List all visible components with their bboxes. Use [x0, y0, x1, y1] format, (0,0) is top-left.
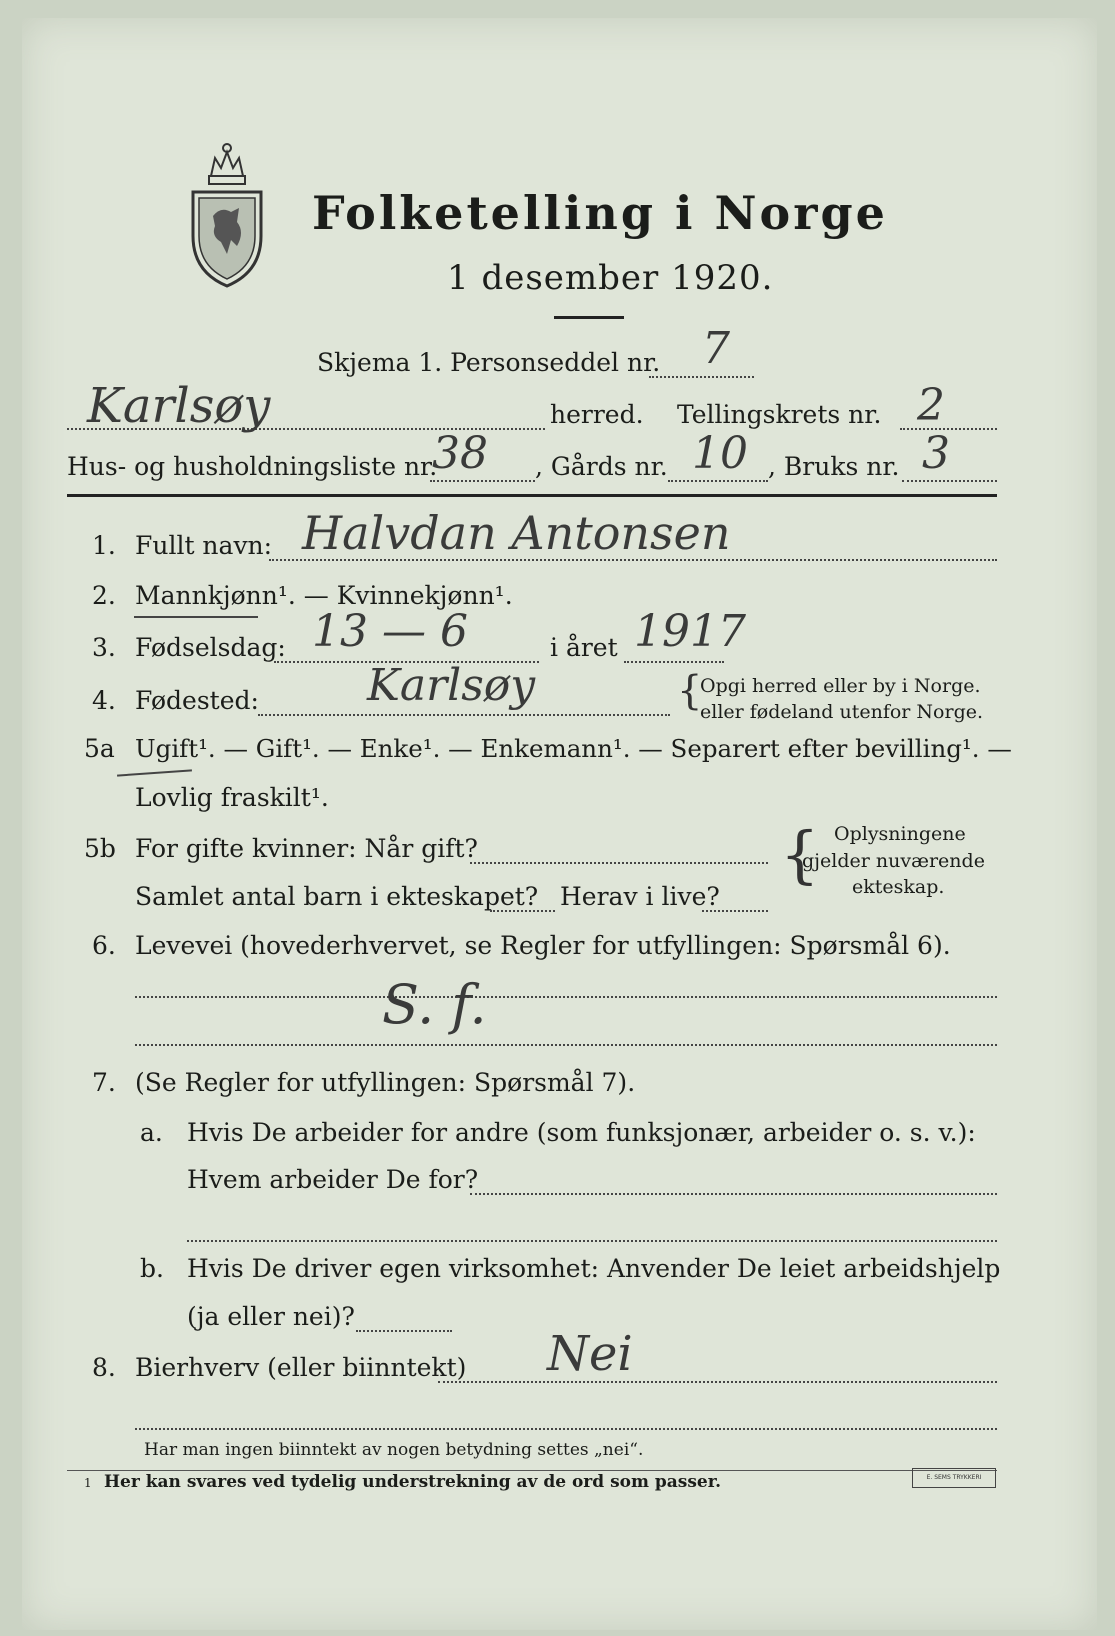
q4-value: Karlsøy [367, 660, 536, 711]
q2-label: Mannkjønn¹. — Kvinnekjønn¹. [135, 581, 513, 610]
q3-year-value: 1917 [634, 606, 746, 657]
q5b-note-line1: Oplysningene [834, 823, 966, 845]
q1-value: Halvdan Antonsen [302, 506, 731, 560]
gards-field-line [668, 480, 768, 482]
q5b-brace: { [780, 818, 820, 891]
q8-label: Bierhverv (eller biinntekt) [135, 1353, 467, 1382]
q2-number: 2. [92, 581, 116, 610]
q6-value: S. f. [382, 973, 487, 1036]
footnote-divider [67, 1470, 997, 1471]
q6-field-line1 [135, 996, 997, 998]
skjema-field-line [649, 376, 754, 378]
q7b-number: b. [140, 1254, 164, 1283]
q3-value: 13 — 6 [312, 606, 468, 657]
q8-field-line1 [438, 1381, 997, 1383]
q7b-line1: Hvis De driver egen virksomhet: Anvender De leiet arbeidshjelp [187, 1254, 1001, 1283]
q4-field-line [258, 714, 670, 716]
q7a-line1: Hvis De arbeider for andre (som funksjonær, arbeider o. s. v.): [187, 1118, 976, 1147]
q7a-number: a. [140, 1118, 163, 1147]
q5b-note-line3: ekteskap. [852, 876, 945, 898]
q8-field-line2 [135, 1428, 997, 1430]
printer-stamp: E. SEMS TRYKKERI [912, 1468, 996, 1488]
herred-label: herred. [550, 400, 644, 429]
q5b-alive-field-line [702, 910, 768, 912]
q7-label: (Se Regler for utfyllingen: Spørsmål 7). [135, 1068, 636, 1097]
q3-year-field-line [624, 661, 724, 663]
gards-value: 10 [692, 428, 748, 479]
q6-field-line2 [135, 1044, 997, 1046]
tellingskrets-label: Tellingskrets nr. [677, 400, 882, 429]
q6-label: Levevei (hovederhvervet, se Regler for utfyllingen: Spørsmål 6). [135, 931, 951, 960]
income-note: Har man ingen biinntekt av nogen betydning settes „nei“. [144, 1440, 644, 1460]
q4-label: Fødested: [135, 686, 259, 715]
q5b-note-line2: gjelder nuværende [802, 850, 985, 872]
household-label: Hus- og husholdningsliste nr. [67, 452, 438, 481]
q4-number: 4. [92, 686, 116, 715]
q3-year-label: i året [550, 633, 618, 662]
q3-label: Fødselsdag: [135, 633, 286, 662]
q7a-field-line1 [470, 1193, 997, 1195]
skjema-label: Skjema 1. Personseddel nr. [317, 348, 661, 377]
bruks-label: , Bruks nr. [768, 452, 900, 481]
q4-note-line1: Opgi herred eller by i Norge. [700, 675, 981, 697]
q5a-underline-mark [117, 769, 192, 776]
q5b-children-label: Samlet antal barn i ekteskapet? [135, 882, 539, 911]
q5b-line1: For gifte kvinner: Når gift? [135, 834, 478, 863]
q5b-number: 5b [84, 834, 116, 863]
q5b-children-field-line [490, 910, 555, 912]
q1-number: 1. [92, 531, 116, 560]
herred-value: Karlsøy [87, 378, 271, 434]
title-divider [554, 316, 624, 319]
q7a-line2: Hvem arbeider De for? [187, 1165, 479, 1194]
q8-number: 8. [92, 1353, 116, 1382]
bruks-value: 3 [922, 428, 950, 479]
bruks-field-line [902, 480, 997, 482]
gards-label: , Gårds nr. [535, 452, 668, 481]
header-divider [67, 494, 997, 497]
census-form [22, 18, 1097, 1630]
q6-number: 6. [92, 931, 116, 960]
census-date: 1 desember 1920. [447, 258, 774, 298]
q7b-field-line [356, 1330, 452, 1332]
household-value: 38 [432, 428, 488, 479]
coat-of-arms-icon [187, 136, 267, 288]
q4-note-line2: eller fødeland utenfor Norge. [700, 701, 984, 723]
tellingskrets-value: 2 [917, 380, 945, 431]
q7b-line2: (ja eller nei)? [187, 1302, 355, 1331]
q5a-line2: Lovlig fraskilt¹. [135, 783, 329, 812]
q5b-alive-label: Herav i live? [560, 882, 720, 911]
q5b-married-field-line [470, 862, 768, 864]
q8-value: Nei [547, 1326, 633, 1382]
q4-brace: { [677, 668, 703, 714]
q2-underline-mark [134, 616, 258, 618]
q3-number: 3. [92, 633, 116, 662]
q7-number: 7. [92, 1068, 116, 1097]
household-field-line [430, 480, 535, 482]
q7a-field-line2 [187, 1240, 997, 1242]
q5a-number: 5a [84, 734, 115, 763]
q5a-line1: Ugift¹. — Gift¹. — Enke¹. — Enkemann¹. — Separert efter bevilling¹. — [135, 734, 1012, 763]
skjema-value: 7 [702, 323, 730, 374]
q1-label: Fullt navn: [135, 531, 273, 560]
footnote-text: Her kan svares ved tydelig understrekning av de ord som passer. [104, 1472, 722, 1492]
footnote-mark: 1 [84, 1476, 92, 1490]
form-title: Folketelling i Norge [312, 186, 888, 240]
